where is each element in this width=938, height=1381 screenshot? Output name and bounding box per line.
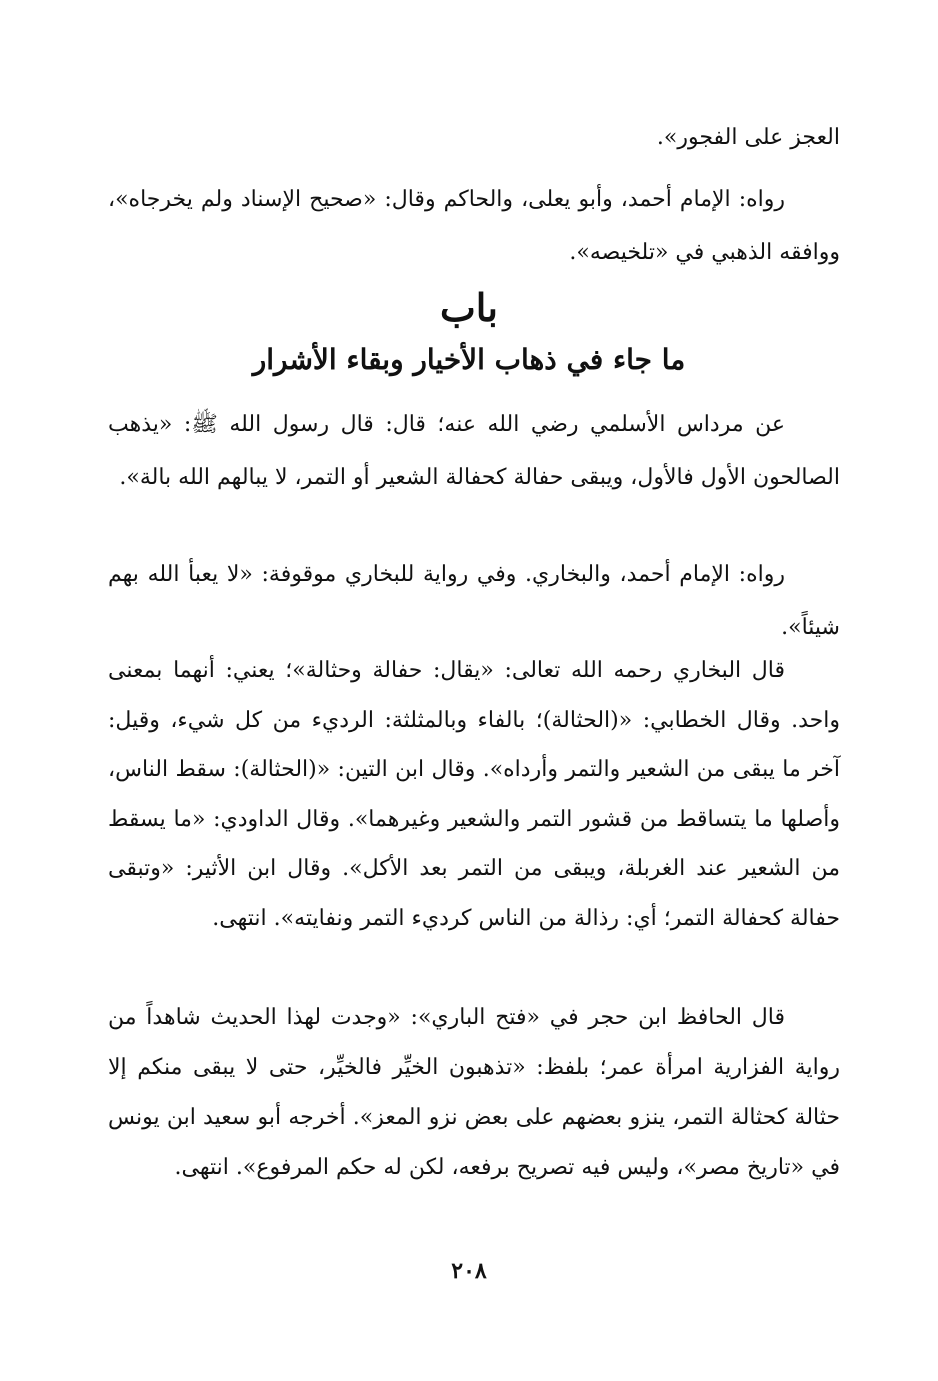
paragraph-ibn-hajar: قال الحافظ ابن حجر في «فتح الباري»: «وجدت لهذا الحديث شاهداً من رواية الفزارية امرأة عمر؛ بلفظ: «تذهبون الخيِّر فالخيِّر، حتى لا يبقى منكم إلا حثالة كحثالة التمر، ينزو بعضهم على بعض نزو المعز». أخرجه أبو سعيد ابن يونس في «تاريخ مصر»، وليس فيه تصريح برفعه، لكن له حكم المرفوع». انتهى. xyxy=(108,1005,840,1180)
paragraph-continuation: العجز على الفجور». xyxy=(656,125,840,150)
chapter-subheading: ما جاء في ذهاب الأخيار وبقاء الأشرار xyxy=(252,343,686,376)
paragraph-hadith: عن مرداس الأسلمي رضي الله عنه؛ قال: قال رسول الله ﷺ: «يذهب الصالحون الأول فالأول، ويبقى حفالة كحفالة الشعير أو التمر، لا يبالهم الله بالة». xyxy=(108,412,840,490)
paragraph-narration-2: رواه: الإمام أحمد، والبخاري. وفي رواية للبخاري موقوفة: «لا يعبأ الله بهم شيئاً». xyxy=(108,562,840,640)
chapter-heading: باب xyxy=(440,285,498,330)
paragraph-narration-1: رواه: الإمام أحمد، وأبو يعلى، والحاكم وقال: «صحيح الإسناد ولم يخرجاه»، ووافقه الذهبي في «تلخيصه». xyxy=(108,187,840,265)
page-number: ٢٠٨ xyxy=(451,1258,487,1284)
paragraph-commentary: قال البخاري رحمه الله تعالى: «يقال: حفالة وحثالة»؛ يعني: أنهما بمعنى واحد. وقال الخطابي: «(الحثالة)؛ بالفاء وبالمثلثة: الرديء من كل شيء، وقيل: آخر ما يبقى من الشعير والتمر وأرداه». وقال ابن التين: «(الحثالة): سقط الناس، وأصلها ما يتساقط من قشور التمر والشعير وغيرهما». وقال الداودي: «ما يسقط من الشعير عند الغربلة، ويبقى من التمر بعد الأكل». وقال ابن الأثير: «وتبقى حفالة كحفالة التمر؛ أي: رذالة من الناس كرديء التمر ونفايته». انتهى. xyxy=(108,658,840,931)
